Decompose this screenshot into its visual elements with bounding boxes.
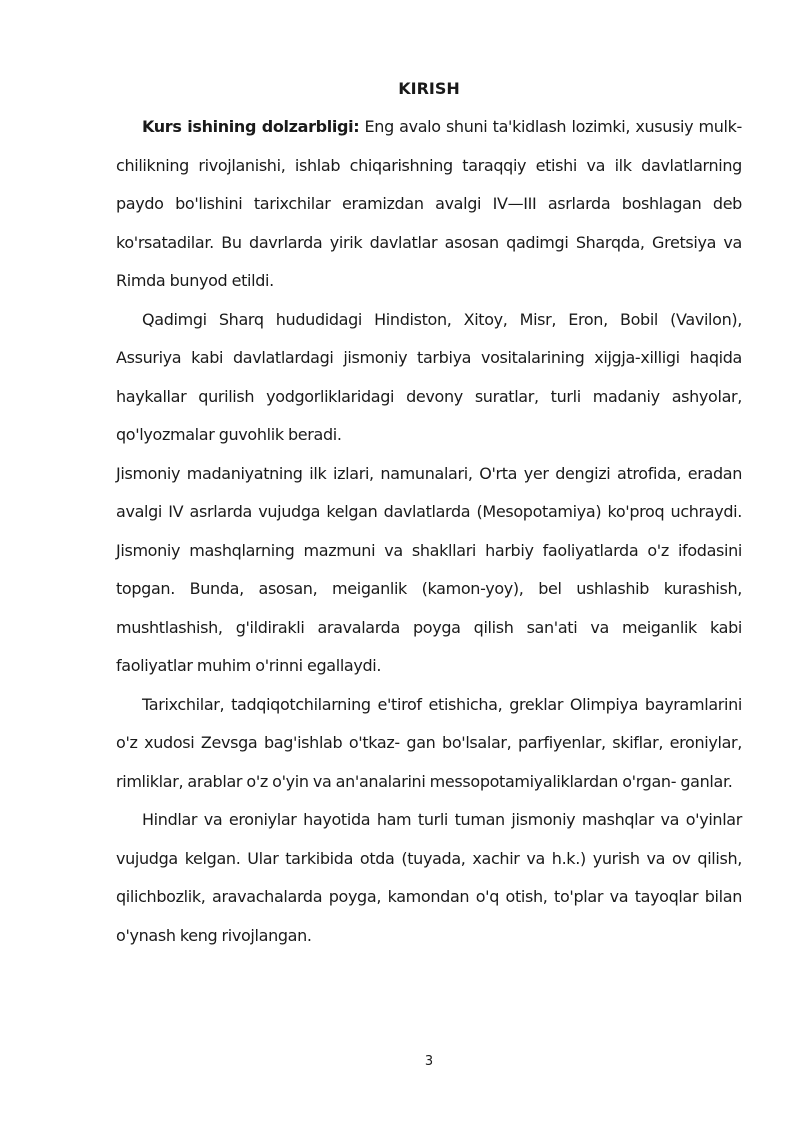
paragraph-indians-iranians: Hindlar va eroniylar hayotida ham turli tuman jismoniy mashqlar va o'yinlar vujudga kelgan. Ular tarkibida otda (tuyada, xachir va h.k.) yurish va ov qilish, qilichbozlik, aravachalarda poyga, kamondan o'q otish, to'plar va tayoqlar bilan o'ynash keng rivojlangan.	[116, 810, 742, 945]
section-heading: KIRISH	[398, 79, 460, 98]
paragraph-lead: Kurs ishining dolzarbligi:	[142, 117, 360, 136]
paragraph-physical-culture: Jismoniy madaniyatning ilk izlari, namunalari, O'rta yer dengizi atrofida, eradan avalgi IV asrlarda vujudga kelgan davlatlarda (Mesopotamiya) ko'proq uchraydi. Jismoniy mashqlarning mazmuni va shakllari harbiy faoliyatlarda o'z ifodasini topgan. Bunda, asosan, meiganlik (kamon-yoy), bel ushlashib kurashish, mushtlashish, g'ildirakli aravalarda poyga qilish san'ati va meiganlik kabi faoliyatlar muhim o'rinni egallaydi.	[116, 463, 742, 675]
paragraph-text: Eng avalo shuni ta'kidlash lozimki, xususiy mulk- chilikning rivojlanishi, ishlab chiqarishning taraqqiy etishi va ilk davlatlarning paydo bo'lishini tarixchilar eramizdan avalgi IV—III asrlarda boshlagan deb ko'rsatadilar. Bu davrlarda yirik davlatlar asosan qadimgi Sharqda, Gretsiya va Rimda bunyod etildi.	[116, 117, 742, 290]
paragraph-ancient-east: Qadimgi Sharq hududidagi Hindiston, Xitoy, Misr, Eron, Bobil (Vavilon), Assuriya kabi davlatlardagi jismoniy tarbiya vositalarining xijgja-xilligi haqida haykallar qurilish yodgorliklaridagi devony suratlar, turli madaniy ashyolar, qo'lyozmalar guvohlik beradi.	[116, 309, 742, 444]
page-number: 3	[424, 1054, 434, 1069]
page-content	[116, 74, 742, 955]
paragraph-historians: Tarixchilar, tadqiqotchilarning e'tirof etishicha, greklar Olimpiya bayramlarini o'z xudosi Zevsga bag'ishlab o'tkaz- gan bo'lsalar, parfiyenlar, skiflar, eroniylar, rimliklar, arablar o'z o'yin va an'analarini messopotamiyaliklardan o'rgan- ganlar.	[116, 694, 742, 791]
paragraph-relevance	[116, 108, 742, 301]
